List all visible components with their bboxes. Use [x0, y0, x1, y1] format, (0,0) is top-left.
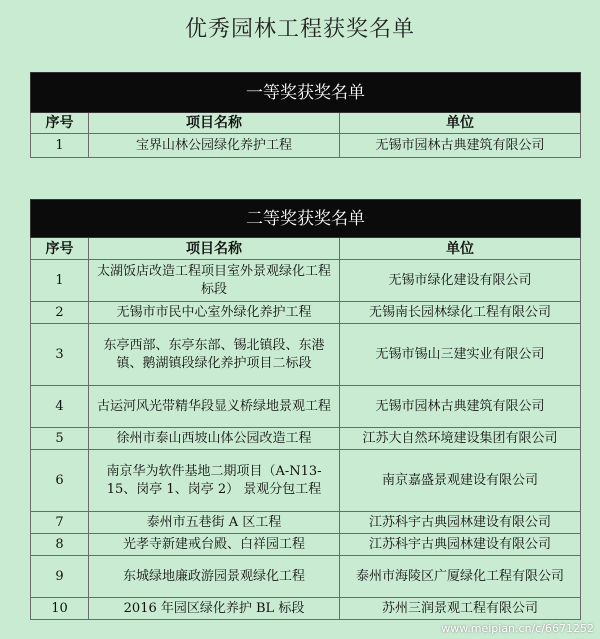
row-company: 南京嘉盛景观建设有限公司	[340, 450, 581, 512]
col-header-company: 单位	[340, 238, 581, 260]
first-prize-band	[31, 73, 581, 113]
row-project: 2016 年园区绿化养护 BL 标段	[89, 598, 340, 620]
row-project: 泰州市五巷街 A 区工程	[89, 512, 340, 534]
row-project: 宝界山林公园绿化养护工程	[89, 134, 340, 158]
second-prize-band-title: 二等奖获奖名单	[31, 200, 581, 238]
first-prize-band-title: 一等奖获奖名单	[31, 73, 581, 113]
row-project: 古运河风光带精华段显义桥绿地景观工程	[89, 386, 340, 428]
table-row	[31, 324, 581, 386]
second-prize-table	[30, 199, 581, 620]
row-company: 无锡市绿化建设有限公司	[340, 260, 581, 302]
row-index: 1	[31, 134, 89, 158]
row-project: 无锡市市民中心室外绿化养护工程	[89, 302, 340, 324]
table-row	[31, 260, 581, 302]
row-company: 无锡南长园林绿化工程有限公司	[340, 302, 581, 324]
row-project: 东城绿地廉政游园景观绿化工程	[89, 556, 340, 598]
row-company: 江苏科宇古典园林建设有限公司	[340, 534, 581, 556]
table-row	[31, 450, 581, 512]
col-header-project: 项目名称	[89, 238, 340, 260]
row-company: 苏州三润景观工程有限公司	[340, 598, 581, 620]
table-row	[31, 534, 581, 556]
col-header-company: 单位	[340, 113, 581, 134]
row-project: 南京华为软件基地二期项目（A-N13-15、岗亭 1、岗亭 2） 景观分包工程	[89, 450, 340, 512]
col-header-index: 序号	[31, 113, 89, 134]
row-index: 6	[31, 450, 89, 512]
row-project: 徐州市泰山西坡山体公园改造工程	[89, 428, 340, 450]
row-project: 太湖饭店改造工程项目室外景观绿化工程标段	[89, 260, 340, 302]
first-prize-table	[30, 72, 581, 158]
row-company: 无锡市锡山三建实业有限公司	[340, 324, 581, 386]
col-header-index: 序号	[31, 238, 89, 260]
row-index: 10	[31, 598, 89, 620]
row-index: 3	[31, 324, 89, 386]
row-index: 5	[31, 428, 89, 450]
row-company: 江苏大自然环境建设集团有限公司	[340, 428, 581, 450]
row-company: 无锡市园林古典建筑有限公司	[340, 386, 581, 428]
col-header-project: 项目名称	[89, 113, 340, 134]
row-company: 江苏科宇古典园林建设有限公司	[340, 512, 581, 534]
row-index: 1	[31, 260, 89, 302]
first-prize-header-row	[31, 113, 581, 134]
row-project: 东亭西部、东亭东部、锡北镇段、东港镇、鹅湖镇段绿化养护项目二标段	[89, 324, 340, 386]
page-title: 优秀园林工程获奖名单	[184, 17, 415, 42]
second-prize-band	[31, 200, 581, 238]
table-row	[31, 386, 581, 428]
row-index: 9	[31, 556, 89, 598]
row-index: 2	[31, 302, 89, 324]
row-company: 泰州市海陵区广厦绿化工程有限公司	[340, 556, 581, 598]
watermark: www.meipian.cn/c/6671252	[441, 622, 594, 635]
row-index: 8	[31, 534, 89, 556]
table-row	[31, 512, 581, 534]
second-prize-header-row	[31, 238, 581, 260]
table-row	[31, 134, 581, 158]
table-row	[31, 302, 581, 324]
row-index: 7	[31, 512, 89, 534]
row-company: 无锡市园林古典建筑有限公司	[340, 134, 581, 158]
table-row	[31, 556, 581, 598]
table-row	[31, 598, 581, 620]
row-project: 光孝寺新建戒台殿、白祥园工程	[89, 534, 340, 556]
row-index: 4	[31, 386, 89, 428]
table-row	[31, 428, 581, 450]
